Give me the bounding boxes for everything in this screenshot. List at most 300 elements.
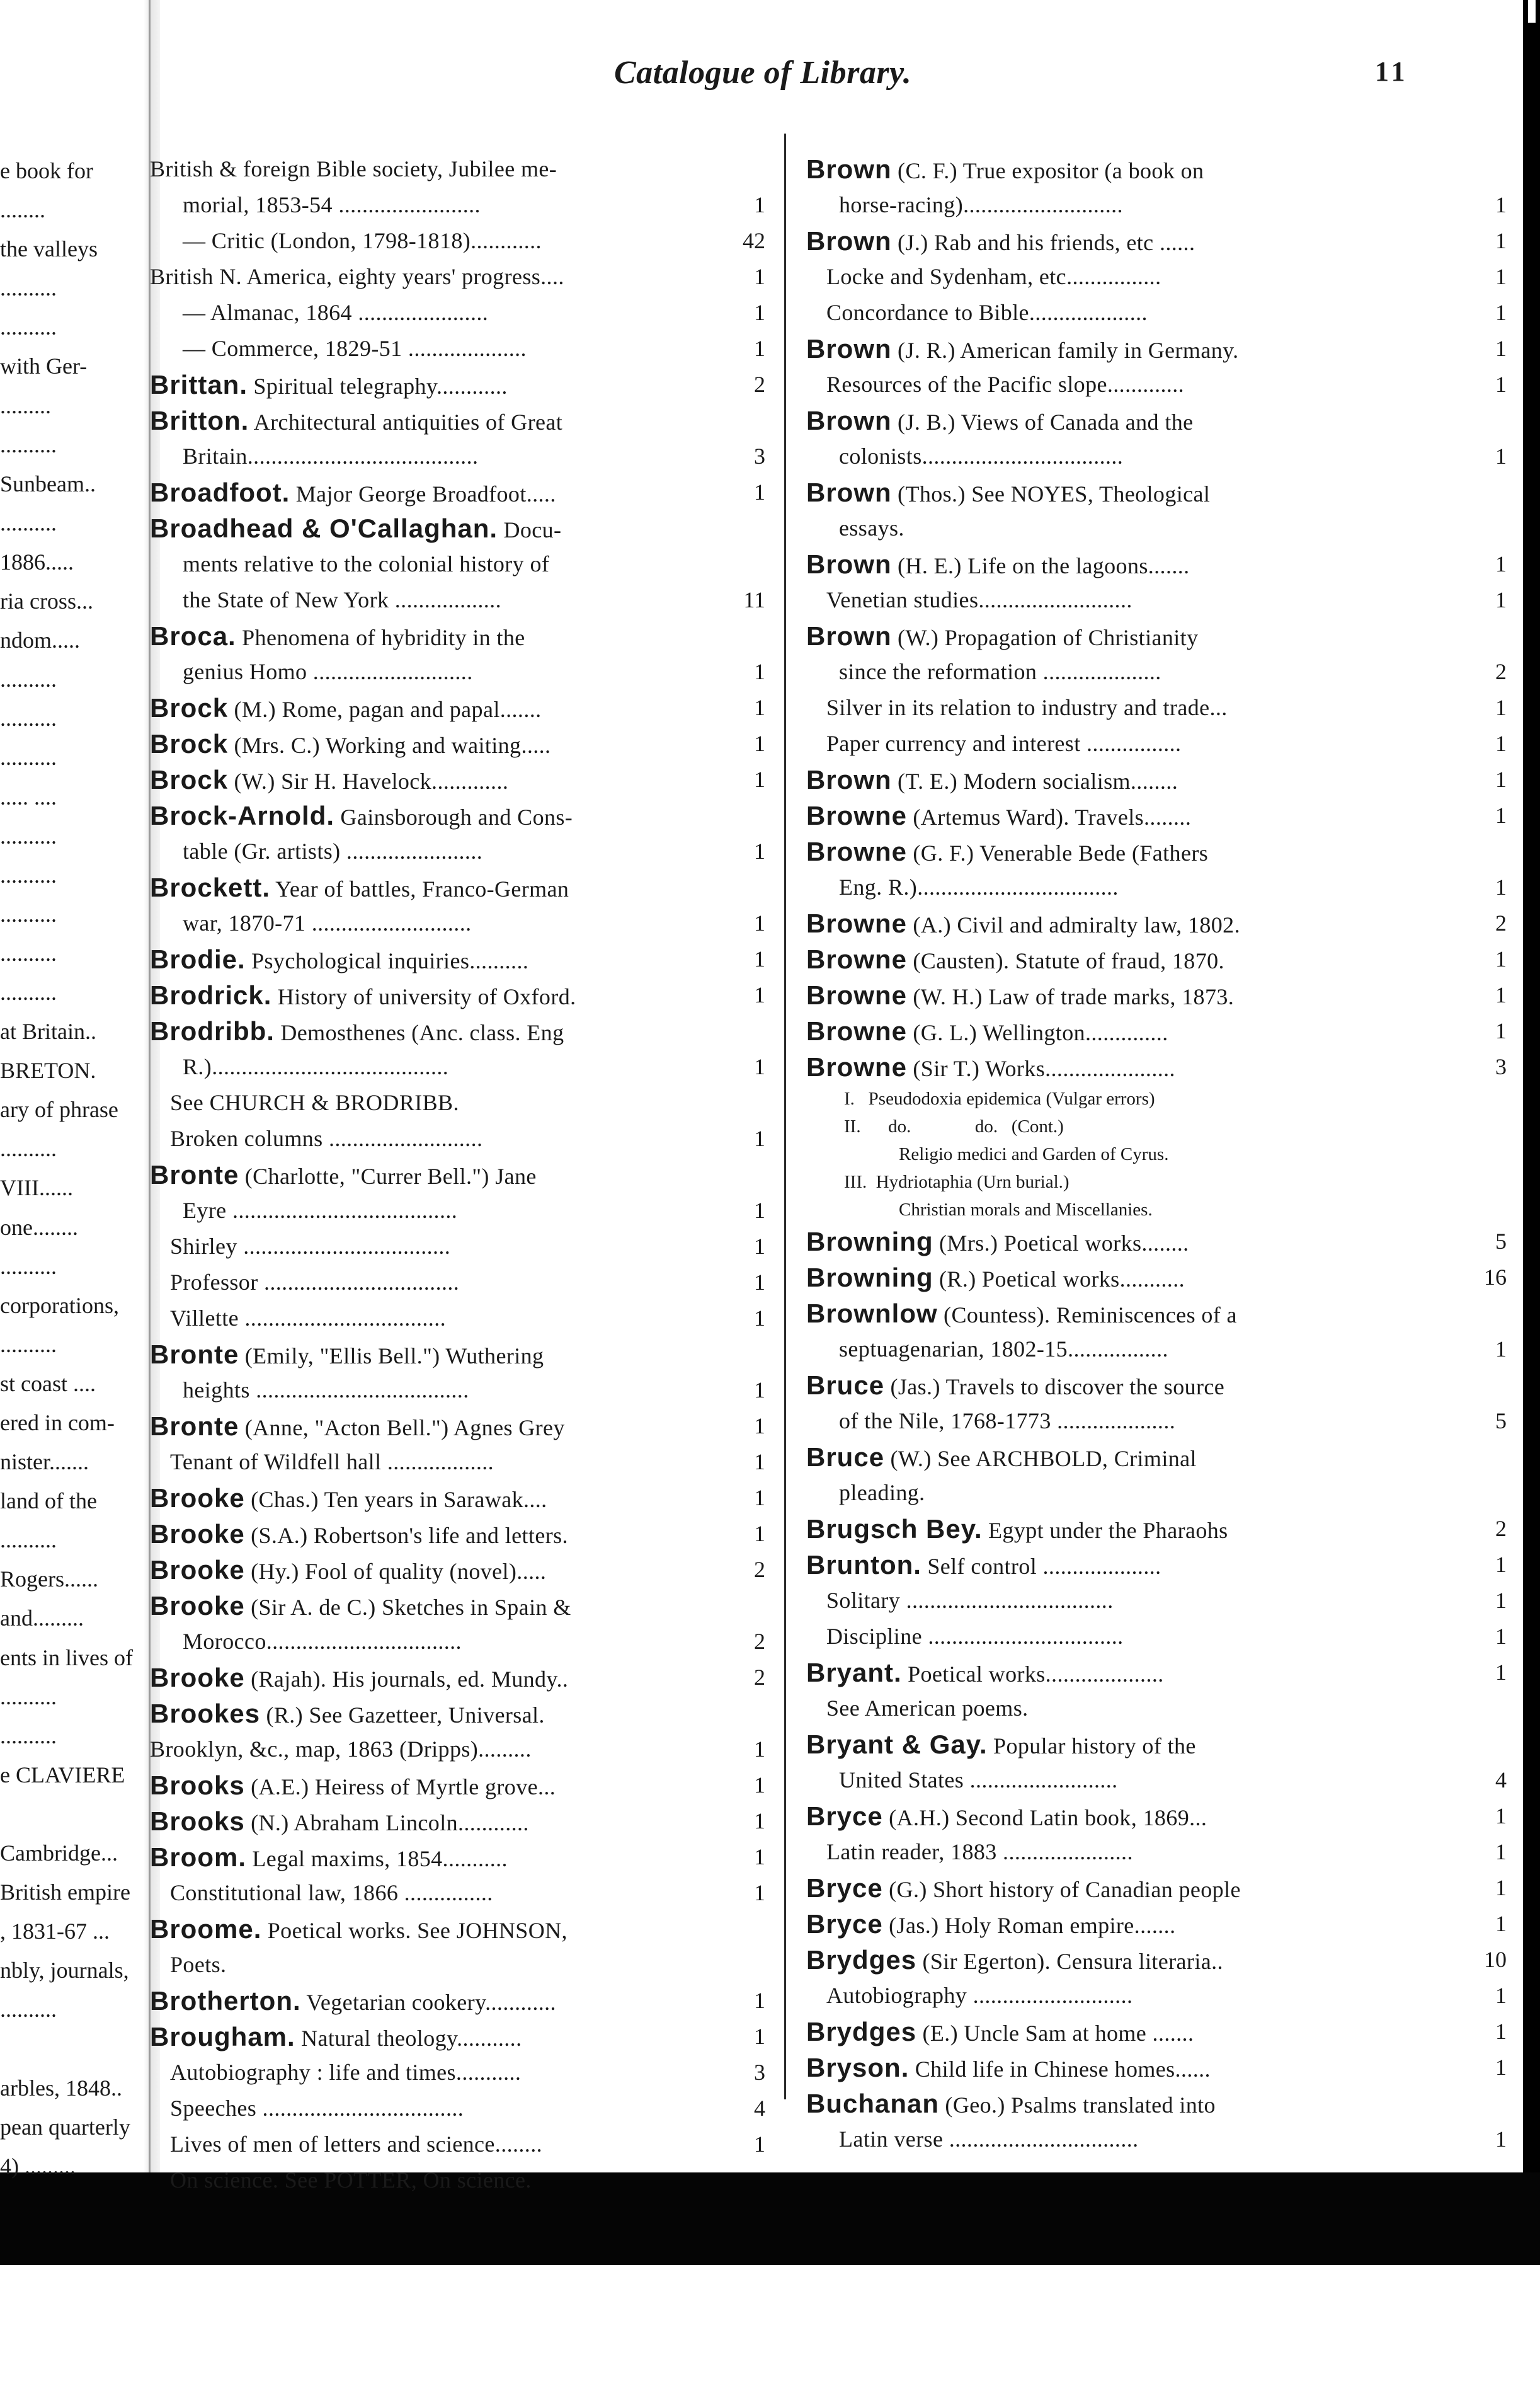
catalogue-entry-line bbox=[806, 1619, 1512, 1655]
volume-count: 1 bbox=[1495, 372, 1507, 397]
entry-author-heading: Browne bbox=[806, 1016, 908, 1046]
fragment-line: .......... bbox=[0, 275, 57, 301]
entry-author-heading: Brooke bbox=[150, 1663, 245, 1692]
entry-title-text: (N.) Abraham Lincoln............ bbox=[244, 1810, 529, 1835]
fragment-line: nister....... bbox=[0, 1449, 89, 1475]
scan-right-edge bbox=[1523, 0, 1540, 2172]
entry-title-text: Resources of the Pacific slope............. bbox=[826, 372, 1185, 397]
volume-count: 1 bbox=[754, 839, 765, 864]
entry-author-heading: Bronte bbox=[150, 1340, 239, 1369]
volume-count: 1 bbox=[1495, 2126, 1507, 2152]
catalogue-entry-line bbox=[806, 1870, 1512, 1906]
catalogue-entry-line bbox=[806, 834, 1512, 869]
entry-title-text: Architectural antiquities of Great bbox=[249, 410, 563, 435]
fragment-line: ........ bbox=[0, 197, 45, 223]
volume-count: 1 bbox=[1495, 767, 1507, 792]
volume-count: 1 bbox=[1495, 1624, 1507, 1649]
volume-count: 2 bbox=[754, 1557, 765, 1582]
catalogue-column-left bbox=[150, 151, 770, 2198]
entry-title-text: pleading. bbox=[839, 1480, 925, 1505]
fragment-line: pean quarterly bbox=[0, 2114, 130, 2140]
catalogue-entry-line bbox=[806, 1798, 1512, 1834]
entry-title-text: (A.H.) Second Latin book, 1869... bbox=[882, 1805, 1207, 1830]
fragment-line: land of the bbox=[0, 1488, 97, 1514]
entry-title-text: Legal maxims, 1854........... bbox=[246, 1846, 508, 1871]
catalogue-entry-line bbox=[150, 2091, 770, 2126]
catalogue-entry-line bbox=[150, 2162, 770, 2198]
catalogue-entry-line bbox=[150, 1300, 770, 1336]
catalogue-entry-line bbox=[806, 1511, 1512, 1547]
volume-count: 2 bbox=[1495, 1516, 1507, 1541]
catalogue-entry-line bbox=[806, 1583, 1512, 1619]
entry-author-heading: Brougham. bbox=[150, 2022, 295, 2051]
catalogue-entry-line bbox=[150, 1372, 770, 1408]
fragment-line: .......... bbox=[0, 1684, 57, 1709]
catalogue-entry-line bbox=[806, 582, 1512, 618]
catalogue-entry-line bbox=[806, 2050, 1512, 2086]
entry-title-text: (Hy.) Fool of quality (novel)..... bbox=[244, 1559, 547, 1584]
volume-count: 1 bbox=[1495, 1018, 1507, 1043]
catalogue-entry-line bbox=[150, 1480, 770, 1516]
entry-title-text: (Geo.) Psalms translated into bbox=[939, 2092, 1216, 2118]
entry-author-heading: Brown bbox=[806, 154, 892, 184]
catalogue-entry-line bbox=[806, 1978, 1512, 2014]
entry-title-text: Paper currency and interest ................ bbox=[826, 731, 1182, 756]
entry-author-heading: Brown bbox=[806, 226, 892, 256]
catalogue-entry-line bbox=[150, 1911, 770, 1947]
catalogue-entry-line bbox=[806, 1439, 1512, 1475]
entry-author-heading: Bronte bbox=[150, 1411, 239, 1441]
works-list-item: Religio medici and Garden of Cyrus. bbox=[844, 1144, 1169, 1164]
volume-count: 1 bbox=[754, 300, 765, 325]
entry-title-text: ments relative to the colonial history of bbox=[183, 551, 550, 577]
entry-author-heading: Brown bbox=[806, 478, 892, 507]
volume-count: 1 bbox=[754, 946, 765, 972]
catalogue-entry-line bbox=[806, 1113, 1512, 1140]
entry-title-text: Morocco................................. bbox=[183, 1629, 462, 1654]
fragment-line bbox=[0, 2264, 166, 2303]
fragment-line: ......... bbox=[0, 393, 51, 418]
entry-title-text: (R.) See Gazetteer, Universal. bbox=[260, 1702, 545, 1728]
fragment-line: ..... .... bbox=[0, 784, 57, 810]
catalogue-entry-line bbox=[150, 1588, 770, 1624]
volume-count: 1 bbox=[754, 731, 765, 756]
entry-title-text: morial, 1853-54 ........................ bbox=[183, 192, 481, 217]
entry-title-text: (S.A.) Robertson's life and letters. bbox=[244, 1523, 568, 1548]
volume-count: 5 bbox=[1495, 1408, 1507, 1433]
entry-author-heading: Broom. bbox=[150, 1842, 246, 1872]
entry-author-heading: Bruce bbox=[806, 1370, 885, 1400]
entry-title-text: (G.) Short history of Canadian people bbox=[882, 1877, 1241, 1902]
entry-title-text: (C. F.) True expositor (a book on bbox=[891, 158, 1204, 183]
entry-author-heading: Brookes bbox=[150, 1699, 261, 1728]
entry-title-text: Lives of men of letters and science........ bbox=[170, 2131, 543, 2157]
fragment-line: ary of phrase bbox=[0, 1097, 118, 1123]
catalogue-entry-line bbox=[806, 546, 1512, 582]
entry-title-text: (G. L.) Wellington.............. bbox=[907, 1020, 1168, 1045]
fragment-line: Cambridge... bbox=[0, 1840, 118, 1866]
catalogue-entry-line bbox=[806, 1655, 1512, 1690]
entry-title-text: Docu- bbox=[498, 517, 562, 542]
entry-title-text: (Charlotte, "Currer Bell.") Jane bbox=[239, 1164, 537, 1189]
volume-count: 1 bbox=[754, 2024, 765, 2049]
entry-title-text: Solitary ................................... bbox=[826, 1588, 1114, 1613]
volume-count: 2 bbox=[754, 1665, 765, 1690]
entry-author-heading: Bryce bbox=[806, 1801, 883, 1831]
volume-count: 1 bbox=[1495, 2019, 1507, 2044]
catalogue-entry-line bbox=[150, 1803, 770, 1839]
volume-count: 42 bbox=[743, 228, 765, 253]
entry-author-heading: Browning bbox=[806, 1227, 933, 1256]
entry-title-text: (A.E.) Heiress of Myrtle grove... bbox=[244, 1774, 556, 1799]
volume-count: 1 bbox=[1495, 946, 1507, 972]
catalogue-entry-line bbox=[150, 1839, 770, 1875]
entry-title-text: of the Nile, 1768-1773 .................... bbox=[839, 1408, 1176, 1433]
entry-author-heading: Brodrick. bbox=[150, 980, 272, 1010]
entry-author-heading: Brock bbox=[150, 693, 229, 723]
catalogue-entry-line bbox=[806, 1475, 1512, 1511]
volume-count: 1 bbox=[754, 1844, 765, 1869]
volume-count: 1 bbox=[754, 659, 765, 684]
entry-title-text: United States ......................... bbox=[839, 1767, 1118, 1793]
fragment-line: and......... bbox=[0, 1605, 84, 1631]
catalogue-entry-line bbox=[150, 977, 770, 1013]
catalogue-entry-line bbox=[806, 223, 1512, 259]
fragment-line: .......... bbox=[0, 314, 57, 340]
volume-count: 1 bbox=[1495, 192, 1507, 217]
fragment-line: ents in lives of bbox=[0, 1644, 133, 1670]
entry-author-heading: Brown bbox=[806, 549, 892, 579]
volume-count: 1 bbox=[1495, 982, 1507, 1007]
volume-count: 1 bbox=[754, 1772, 765, 1798]
fragment-line: .......... bbox=[0, 901, 57, 927]
catalogue-entry-line bbox=[150, 1875, 770, 1911]
works-list-item: I. Pseudodoxia epidemica (Vulgar errors) bbox=[844, 1089, 1155, 1109]
entry-title-text: Broken columns .......................... bbox=[170, 1126, 483, 1151]
fragment-line: e book for bbox=[0, 158, 93, 183]
entry-title-text: Major George Broadfoot..... bbox=[290, 481, 556, 507]
volume-count: 1 bbox=[1495, 1803, 1507, 1828]
entry-author-heading: Brown bbox=[806, 334, 892, 364]
volume-count: 1 bbox=[754, 1270, 765, 1295]
scan-edge-notch bbox=[1528, 0, 1536, 23]
catalogue-entry-line bbox=[150, 1767, 770, 1803]
volume-count: 1 bbox=[1495, 1911, 1507, 1936]
entry-title-text: heights .................................... bbox=[183, 1377, 469, 1403]
volume-count: 1 bbox=[754, 1234, 765, 1259]
entry-title-text: (Jas.) Holy Roman empire....... bbox=[882, 1913, 1176, 1938]
catalogue-entry-line bbox=[150, 1552, 770, 1588]
entry-title-text: Poetical works. See JOHNSON, bbox=[261, 1918, 568, 1943]
catalogue-entry-line bbox=[150, 187, 770, 223]
entry-title-text: Silver in its relation to industry and trade... bbox=[826, 695, 1228, 720]
entry-title-text: (E.) Uncle Sam at home ....... bbox=[916, 2021, 1194, 2046]
page-number: 11 bbox=[1375, 56, 1409, 87]
catalogue-entry-line bbox=[150, 654, 770, 690]
volume-count: 1 bbox=[754, 336, 765, 361]
fragment-line bbox=[0, 2342, 166, 2381]
catalogue-entry-line bbox=[806, 1331, 1512, 1367]
entry-title-text: Poetical works.................... bbox=[901, 1661, 1164, 1687]
entry-title-text: since the reformation .................... bbox=[839, 659, 1161, 684]
entry-author-heading: Brock bbox=[150, 765, 229, 795]
volume-count: 11 bbox=[743, 587, 765, 612]
entry-title-text: Year of battles, Franco-German bbox=[270, 876, 569, 902]
fragment-line: with Ger- bbox=[0, 353, 88, 379]
catalogue-entry-line bbox=[150, 1193, 770, 1229]
catalogue-entry-line bbox=[150, 1947, 770, 1983]
entry-title-text: Autobiography ........................... bbox=[826, 1983, 1133, 2008]
catalogue-entry-line bbox=[150, 1336, 770, 1372]
catalogue-entry-line bbox=[150, 439, 770, 474]
fragment-line: nbly, journals, bbox=[0, 1958, 129, 1983]
volume-count: 1 bbox=[754, 479, 765, 505]
entry-author-heading: Brown bbox=[806, 765, 892, 795]
catalogue-entry-line bbox=[806, 259, 1512, 295]
entry-title-text: (A.) Civil and admiralty law, 1802. bbox=[907, 912, 1240, 938]
entry-title-text: Villette .................................. bbox=[170, 1305, 447, 1331]
entry-author-heading: Brown bbox=[806, 406, 892, 435]
volume-count: 1 bbox=[1495, 2055, 1507, 2080]
catalogue-entry-line bbox=[806, 2086, 1512, 2121]
catalogue-column-right bbox=[806, 151, 1512, 2157]
fragment-line: .......... bbox=[0, 1253, 57, 1279]
catalogue-entry-line bbox=[806, 762, 1512, 798]
entry-author-heading: Bryant. bbox=[806, 1658, 902, 1687]
volume-count: 1 bbox=[754, 1736, 765, 1762]
fragment-line bbox=[0, 2303, 166, 2342]
entry-title-text: (T. E.) Modern socialism........ bbox=[891, 769, 1178, 794]
entry-author-heading: Brunton. bbox=[806, 1550, 921, 1580]
catalogue-entry-line bbox=[150, 690, 770, 726]
catalogue-entry-line bbox=[150, 223, 770, 259]
volume-count: 1 bbox=[1495, 875, 1507, 900]
entry-title-text: Autobiography : life and times........... bbox=[170, 2060, 522, 2085]
catalogue-entry-line bbox=[150, 726, 770, 762]
volume-count: 1 bbox=[754, 1126, 765, 1151]
fragment-line: at Britain.. bbox=[0, 1019, 96, 1045]
entry-title-text: On science. See POTTER, On science. bbox=[170, 2167, 532, 2193]
fragment-line: .......... bbox=[0, 745, 57, 771]
entry-title-text: Tenant of Wildfell hall .................. bbox=[170, 1449, 494, 1474]
entry-title-text: (Mrs.) Poetical works........ bbox=[933, 1231, 1189, 1256]
volume-count: 3 bbox=[754, 444, 765, 469]
catalogue-entry-line bbox=[150, 2126, 770, 2162]
catalogue-entry-line bbox=[150, 1624, 770, 1660]
entry-title-text: Eng. R.).................................. bbox=[839, 875, 1119, 900]
volume-count: 1 bbox=[1495, 264, 1507, 289]
catalogue-entry-line bbox=[150, 1265, 770, 1300]
entry-title-text: Demosthenes (Anc. class. Eng bbox=[274, 1020, 564, 1045]
catalogue-entry-line bbox=[806, 331, 1512, 367]
volume-count: 1 bbox=[754, 982, 765, 1007]
volume-count: 1 bbox=[1495, 551, 1507, 577]
entry-title-text: (Sir T.) Works...................... bbox=[907, 1056, 1175, 1081]
entry-title-text: (W.) Propagation of Christianity bbox=[891, 625, 1199, 650]
fragment-line: BRETON. bbox=[0, 1058, 96, 1084]
entry-title-text: (Thos.) See NOYES, Theological bbox=[891, 481, 1211, 507]
entry-title-text: colonists.................................. bbox=[839, 444, 1124, 469]
catalogue-entry-line bbox=[806, 1726, 1512, 1762]
catalogue-entry-line bbox=[806, 905, 1512, 941]
fragment-line: .......... bbox=[0, 823, 57, 849]
fragment-line: .......... bbox=[0, 979, 57, 1005]
entry-title-text: (M.) Rome, pagan and papal....... bbox=[228, 697, 542, 722]
entry-author-heading: Browne bbox=[806, 909, 908, 938]
entry-author-heading: Brodie. bbox=[150, 944, 246, 974]
entry-title-text: Latin verse ................................ bbox=[839, 2126, 1139, 2152]
volume-count: 1 bbox=[1495, 1552, 1507, 1577]
entry-title-text: History of university of Oxford. bbox=[271, 984, 576, 1009]
volume-count: 2 bbox=[754, 372, 765, 397]
fragment-line: e CLAVIERE bbox=[0, 1762, 125, 1787]
entry-title-text: (J.) Rab and his friends, etc ...... bbox=[891, 230, 1195, 255]
entry-title-text: Brooklyn, &c., map, 1863 (Dripps)......... bbox=[150, 1736, 532, 1762]
catalogue-entry-line bbox=[806, 1690, 1512, 1726]
catalogue-entry-line bbox=[150, 546, 770, 582]
entry-title-text: horse-racing)........................... bbox=[839, 192, 1123, 217]
entry-title-text: R.)........................................ bbox=[183, 1054, 449, 1079]
entry-title-text: Natural theology........... bbox=[295, 2026, 522, 2051]
entry-title-text: Gainsborough and Cons- bbox=[334, 805, 573, 830]
entry-title-text: (Rajah). His journals, ed. Mundy.. bbox=[244, 1667, 569, 1692]
fragment-line: ered in com- bbox=[0, 1410, 115, 1435]
entry-title-text: Eyre ...................................... bbox=[183, 1198, 458, 1223]
catalogue-entry-line bbox=[150, 1085, 770, 1121]
entry-title-text: (Mrs. C.) Working and waiting..... bbox=[228, 733, 551, 758]
entry-title-text: Vegetarian cookery............ bbox=[300, 1990, 556, 2015]
volume-count: 1 bbox=[1495, 731, 1507, 756]
works-list-item: Christian morals and Miscellanies. bbox=[844, 1200, 1153, 1220]
catalogue-entry-line bbox=[806, 1942, 1512, 1978]
volume-count: 1 bbox=[1495, 1660, 1507, 1685]
fragment-line: .......... bbox=[0, 862, 57, 888]
catalogue-entry-line bbox=[806, 1259, 1512, 1295]
catalogue-entry-line bbox=[806, 1403, 1512, 1439]
volume-count: 1 bbox=[1495, 1839, 1507, 1864]
entry-title-text: Popular history of the bbox=[987, 1733, 1196, 1758]
catalogue-entry-line bbox=[806, 1834, 1512, 1870]
volume-count: 1 bbox=[754, 2131, 765, 2157]
entry-title-text: Spiritual telegraphy............ bbox=[248, 374, 508, 399]
catalogue-entry-line bbox=[806, 726, 1512, 762]
fragment-line: .......... bbox=[0, 1723, 57, 1748]
volume-count: 1 bbox=[754, 1198, 765, 1223]
catalogue-entry-line bbox=[806, 1762, 1512, 1798]
entry-author-heading: Brooke bbox=[150, 1483, 245, 1513]
volume-count: 1 bbox=[754, 1988, 765, 2013]
entry-author-heading: Bryce bbox=[806, 1909, 883, 1939]
entry-author-heading: Brown bbox=[806, 621, 892, 651]
entry-author-heading: Brooke bbox=[150, 1555, 245, 1585]
entry-title-text: (W.) See ARCHBOLD, Criminal bbox=[884, 1446, 1197, 1471]
fragment-line: VIII...... bbox=[0, 1175, 73, 1201]
catalogue-entry-line bbox=[806, 690, 1512, 726]
entry-author-heading: Browne bbox=[806, 944, 908, 974]
volume-count: 1 bbox=[1495, 228, 1507, 253]
entry-title-text: (Emily, "Ellis Bell.") Wuthering bbox=[239, 1343, 544, 1368]
entry-author-heading: Brittan. bbox=[150, 370, 248, 399]
volume-count: 1 bbox=[754, 1377, 765, 1403]
catalogue-entry-line bbox=[806, 1013, 1512, 1049]
catalogue-entry-line bbox=[806, 1906, 1512, 1942]
catalogue-entry-line bbox=[806, 151, 1512, 187]
volume-count: 1 bbox=[754, 1054, 765, 1079]
volume-count: 1 bbox=[754, 192, 765, 217]
works-list-item: II. do. do. (Cont.) bbox=[844, 1116, 1064, 1137]
entry-title-text: Britain....................................... bbox=[183, 444, 479, 469]
fragment-line bbox=[0, 1794, 166, 1833]
fragment-line: .......... bbox=[0, 667, 57, 692]
catalogue-entry-line bbox=[806, 403, 1512, 439]
volume-count: 3 bbox=[754, 2060, 765, 2085]
volume-count: 1 bbox=[754, 1413, 765, 1438]
catalogue-entry-line bbox=[150, 1731, 770, 1767]
entry-author-heading: Browne bbox=[806, 801, 908, 830]
entry-title-text: Child life in Chinese homes...... bbox=[909, 2057, 1211, 2082]
column-divider bbox=[784, 134, 786, 2099]
catalogue-entry-line bbox=[150, 1516, 770, 1552]
catalogue-entry-line bbox=[806, 367, 1512, 403]
fragment-line: .......... bbox=[0, 706, 57, 732]
catalogue-entry-line bbox=[150, 331, 770, 367]
volume-count: 1 bbox=[754, 767, 765, 792]
entry-author-heading: Brockett. bbox=[150, 873, 271, 902]
volume-count: 1 bbox=[1495, 803, 1507, 828]
entry-title-text: Shirley ................................... bbox=[170, 1234, 451, 1259]
catalogue-entry-line bbox=[150, 1229, 770, 1265]
entry-title-text: Professor ................................. bbox=[170, 1270, 460, 1295]
catalogue-entry-line bbox=[150, 1157, 770, 1193]
fragment-line: ndom..... bbox=[0, 628, 81, 653]
fragment-line bbox=[0, 2186, 166, 2225]
catalogue-entry-line bbox=[806, 1367, 1512, 1403]
entry-author-heading: Broadhead & O'Callaghan. bbox=[150, 513, 498, 543]
entry-author-heading: Bryson. bbox=[806, 2053, 910, 2082]
fragment-line: .......... bbox=[0, 1136, 57, 1162]
catalogue-entry-line bbox=[806, 474, 1512, 510]
catalogue-entry-line bbox=[150, 1444, 770, 1480]
catalogue-entry-line bbox=[150, 1660, 770, 1695]
volume-count: 1 bbox=[754, 910, 765, 936]
entry-title-text: (W. H.) Law of trade marks, 1873. bbox=[907, 984, 1235, 1009]
catalogue-entry-line bbox=[806, 1547, 1512, 1583]
entry-author-heading: Brydges bbox=[806, 2017, 917, 2046]
catalogue-entry-line bbox=[150, 762, 770, 798]
volume-count: 2 bbox=[754, 1629, 765, 1654]
running-title: Catalogue of Library. bbox=[614, 55, 912, 91]
entry-author-heading: Broadfoot. bbox=[150, 478, 290, 507]
volume-count: 1 bbox=[754, 1485, 765, 1510]
fragment-line bbox=[0, 2029, 166, 2068]
volume-count: 2 bbox=[1495, 910, 1507, 936]
entry-title-text: (Countess). Reminiscences of a bbox=[937, 1302, 1237, 1328]
catalogue-entry-line bbox=[150, 582, 770, 618]
entry-author-heading: Brotherton. bbox=[150, 1986, 301, 2016]
entry-title-text: — Almanac, 1864 ...................... bbox=[183, 300, 489, 325]
fragment-line: ria cross... bbox=[0, 588, 93, 614]
catalogue-entry-line bbox=[806, 295, 1512, 331]
volume-count: 1 bbox=[754, 1880, 765, 1905]
fragment-line bbox=[0, 2225, 166, 2264]
catalogue-entry-line bbox=[806, 798, 1512, 834]
entry-title-text: war, 1870-71 ........................... bbox=[183, 910, 472, 936]
entry-title-text: Latin reader, 1883 ...................... bbox=[826, 1839, 1133, 1864]
volume-count: 1 bbox=[754, 1808, 765, 1833]
fragment-line: .......... bbox=[0, 1527, 57, 1553]
catalogue-entry-line bbox=[150, 1121, 770, 1157]
fragment-line: st coast .... bbox=[0, 1370, 96, 1396]
